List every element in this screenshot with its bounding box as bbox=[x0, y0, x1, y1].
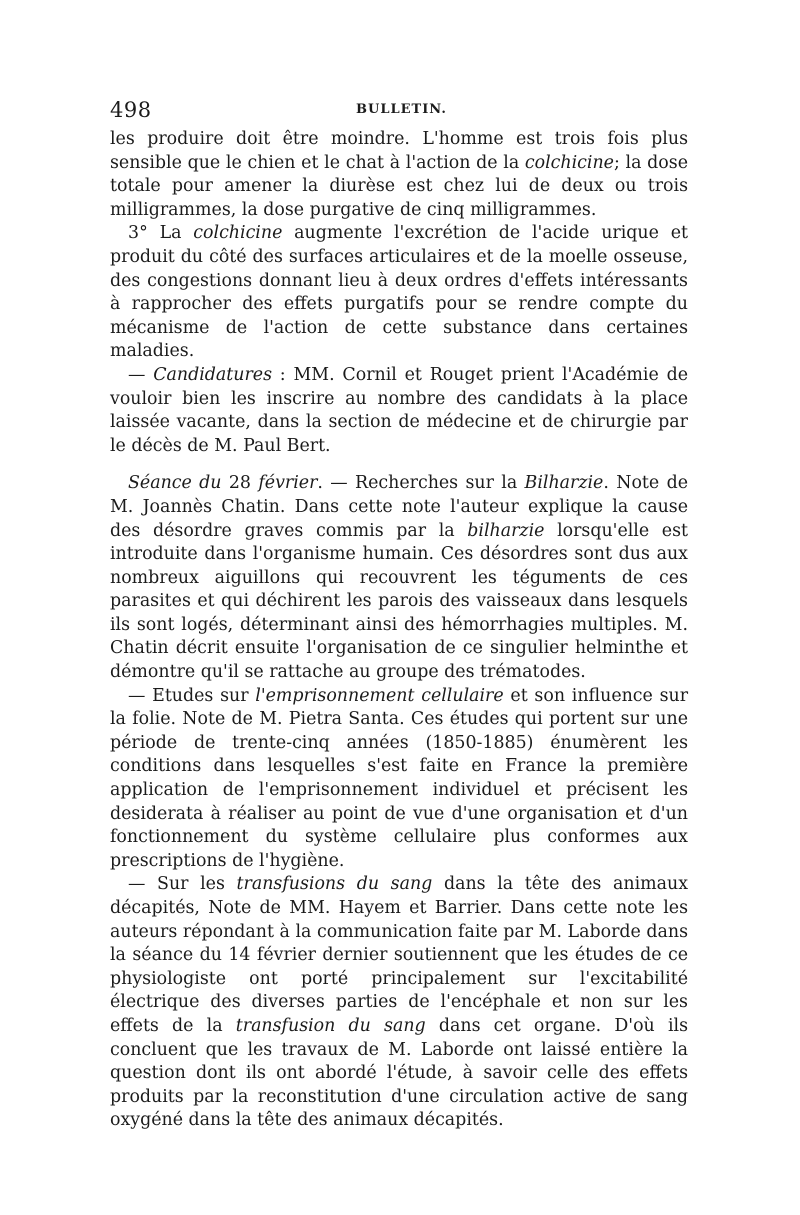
text-run: 3° La bbox=[128, 223, 194, 244]
text-run: — Etudes sur bbox=[128, 685, 256, 706]
running-head: BULLETIN. bbox=[356, 102, 447, 117]
page-number: 498 bbox=[110, 98, 152, 122]
paragraph-candidatures bbox=[110, 364, 688, 458]
text-run: — Sur les bbox=[128, 874, 237, 895]
text-run: dans la tête des animaux décapités, Note de MM. Hayem et Barrier. Dans cette note les auteurs répondant à la communication faite par M. Laborde dans la séance du 14 février dernier soutiennent que les études de ce physiologiste ont porté principalement sur l'excitabilité électrique des diverses parties de l'encéphale et non sur les effets de la bbox=[110, 874, 689, 1036]
text-run: ; la dose totale pour amener la diurèse est chez lui de deux ou trois milligrammes, la dose purgative de cinq milligrammes. bbox=[110, 152, 688, 220]
text-run: augmente l'excrétion de l'acide urique et produit du côté des surfaces articulaires et de la moelle osseuse, des congestions donnant lieu à deux ordres d'effets intéressants à rapprocher des effets purgatifs pour se rendre compte du mécanisme de l'action de cette substance dans certaines maladies. bbox=[110, 223, 689, 362]
italic-text-run: Séance du bbox=[128, 473, 222, 494]
italic-text-run: bilharzie bbox=[467, 520, 545, 541]
italic-text-run: transfusion du sang bbox=[235, 1015, 426, 1036]
text-run: dans cet organe. D'où ils concluent que les travaux de M. Laborde ont laissé entière la question dont ils ont abordé l'étude, à savoir celle des effets produits par la reconstitution d'une circulation active de sang oxygéné dans la tête des animaux décapités. bbox=[110, 1015, 688, 1131]
italic-text-run: transfusions du sang bbox=[236, 874, 433, 895]
paragraph-transfusions-du-sang bbox=[110, 873, 688, 1133]
body-text bbox=[110, 128, 688, 1133]
italic-text-run: l'emprisonnement cellulaire bbox=[255, 685, 504, 706]
paragraph-colchicine-dose bbox=[110, 128, 688, 222]
text-run: et son influence sur la folie. Note de M. Pietra Santa. Ces études qui portent sur une période de trente-cinq années (1850-1885) énumèrent les conditions dans lesquelles s'est faite en France la première application de l'emprisonnement individuel et précisent les desiderata à réaliser au point de vue d'une organisation et d'un fonctionnement du système cellulaire plus conformes aux prescriptions de l'hygiène. bbox=[110, 685, 689, 871]
paragraph-seance-bilharzie bbox=[110, 472, 688, 684]
text-run: . Note de M. Joannès Chatin. Dans cette note l'auteur explique la cause des désordre graves commis par la bbox=[110, 473, 688, 541]
italic-text-run: colchicine bbox=[193, 223, 283, 244]
italic-text-run: colchicine bbox=[524, 152, 614, 173]
paragraph-colchicine-uric-acid bbox=[110, 222, 688, 364]
text-run: 28 bbox=[221, 473, 259, 494]
text-run: les produire doit être moindre. L'homme est trois fois plus sensible que le chien et le chat à l'action de la bbox=[110, 129, 688, 173]
text-run: . — Recherches sur la bbox=[317, 473, 525, 494]
page-header bbox=[110, 98, 688, 128]
italic-text-run: Candidatures bbox=[153, 364, 272, 385]
italic-text-run: Bilharzie bbox=[524, 473, 604, 494]
document-page bbox=[110, 98, 688, 1133]
italic-text-run: février bbox=[258, 473, 318, 494]
paragraph-emprisonnement-cellulaire bbox=[110, 685, 688, 874]
text-run: — bbox=[128, 364, 154, 385]
text-run: lorsqu'elle est introduite dans l'organisme humain. Ces désordres sont dus aux nombreux aiguillons qui recouvrent les téguments de ces parasites et qui déchirent les parois des vaisseaux dans lesquels ils sont logés, déterminant ainsi des hémorrhagies multiples. M. Chatin décrit ensuite l'organisation de ce singulier helminthe et démontre qu'il se rattache au groupe des trématodes. bbox=[110, 520, 688, 683]
text-run: : MM. Cornil et Rouget prient l'Académie de vouloir bien les inscrire au nombre des candidats à la place laissée vacante, dans la section de médecine et de chirurgie par le décès de M. Paul Bert. bbox=[110, 364, 688, 456]
